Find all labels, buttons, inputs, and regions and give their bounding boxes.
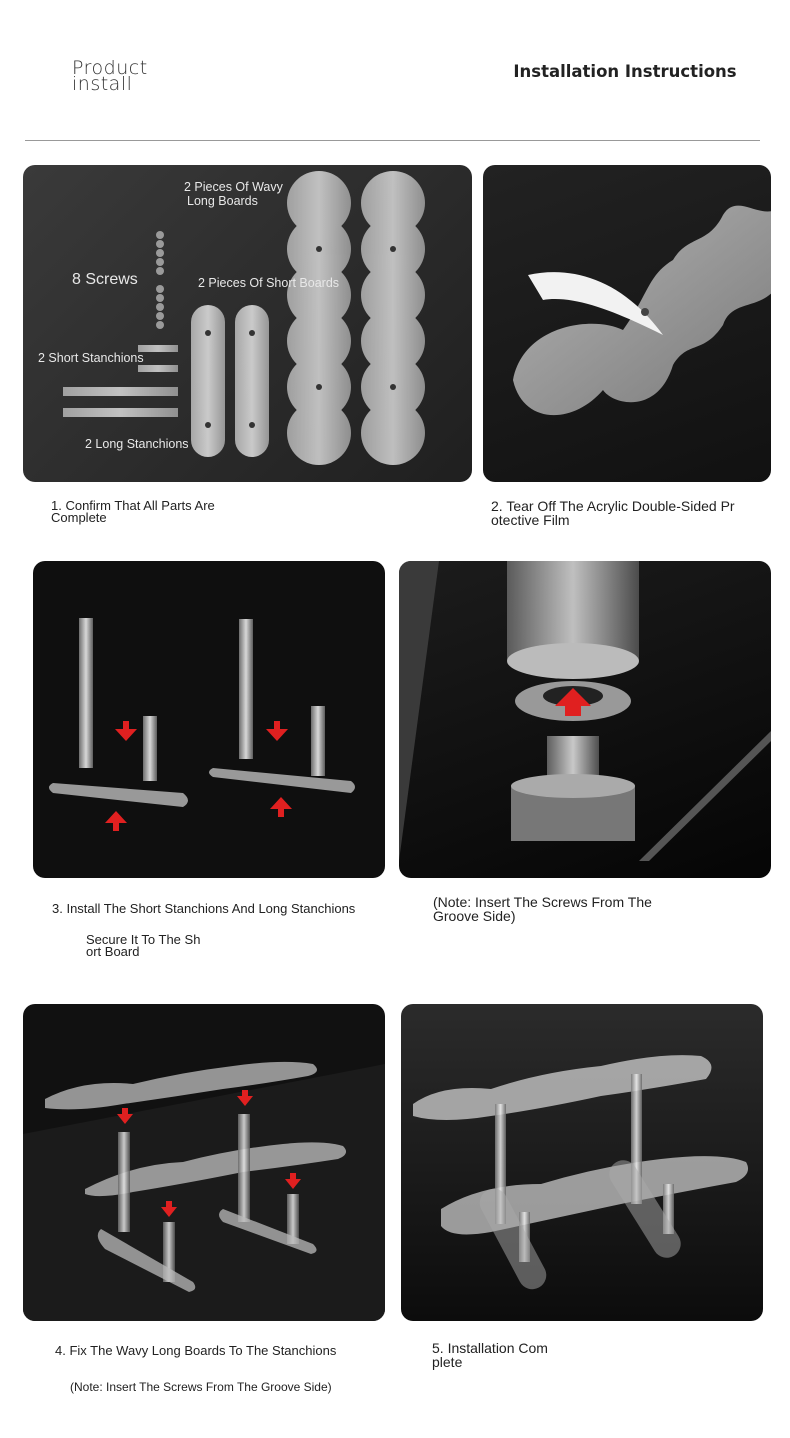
parts-illustration	[23, 165, 472, 482]
short-stanchions-label: 2 Short Stanchions	[38, 351, 144, 365]
step3-caption-continued: Secure It To The Sh ort Board	[86, 932, 201, 959]
logo-line-1: Product	[72, 57, 148, 79]
screws-group	[156, 231, 164, 329]
fix-wavy-boards-illustration	[23, 1004, 385, 1321]
parts-panel	[23, 165, 472, 482]
step2-caption: 2. Tear Off The Acrylic Double-Sided Pr otective Film	[491, 498, 735, 528]
page-title: Installation Instructions	[513, 62, 737, 81]
fix-wavy-boards-panel	[23, 1004, 385, 1321]
install-stanchions-panel	[33, 561, 385, 878]
product-install-logo	[72, 57, 148, 95]
short-boards-label: 2 Pieces Of Short Boards	[198, 276, 340, 290]
installation-complete-panel	[401, 1004, 763, 1321]
tear-film-panel	[483, 165, 771, 482]
installation-complete-illustration	[401, 1004, 763, 1321]
step1-caption: 1. Confirm That All Parts Are Complete	[51, 498, 215, 525]
step4-caption: 4. Fix The Wavy Long Boards To The Stanchions	[55, 1343, 337, 1358]
step5-caption: 5. Installation Com plete	[432, 1340, 548, 1370]
step3-caption: 3. Install The Short Stanchions And Long Stanchions	[52, 901, 356, 916]
step4-note: (Note: Insert The Screws From The Groove Side)	[70, 1380, 332, 1394]
screws-label: 8 Screws	[72, 271, 138, 288]
screw-detail-panel	[399, 561, 771, 878]
step3-note: (Note: Insert The Screws From The Groove Side)	[433, 894, 652, 924]
tear-film-illustration	[483, 165, 771, 482]
install-stanchions-illustration	[33, 561, 385, 878]
header-divider	[25, 140, 760, 141]
wavy-boards-label: 2 Pieces Of Wavy Long Boards	[184, 180, 283, 208]
long-stanchions-label: 2 Long Stanchions	[85, 437, 189, 451]
screw-detail-illustration	[399, 561, 771, 878]
logo-line-2: install	[72, 73, 133, 95]
